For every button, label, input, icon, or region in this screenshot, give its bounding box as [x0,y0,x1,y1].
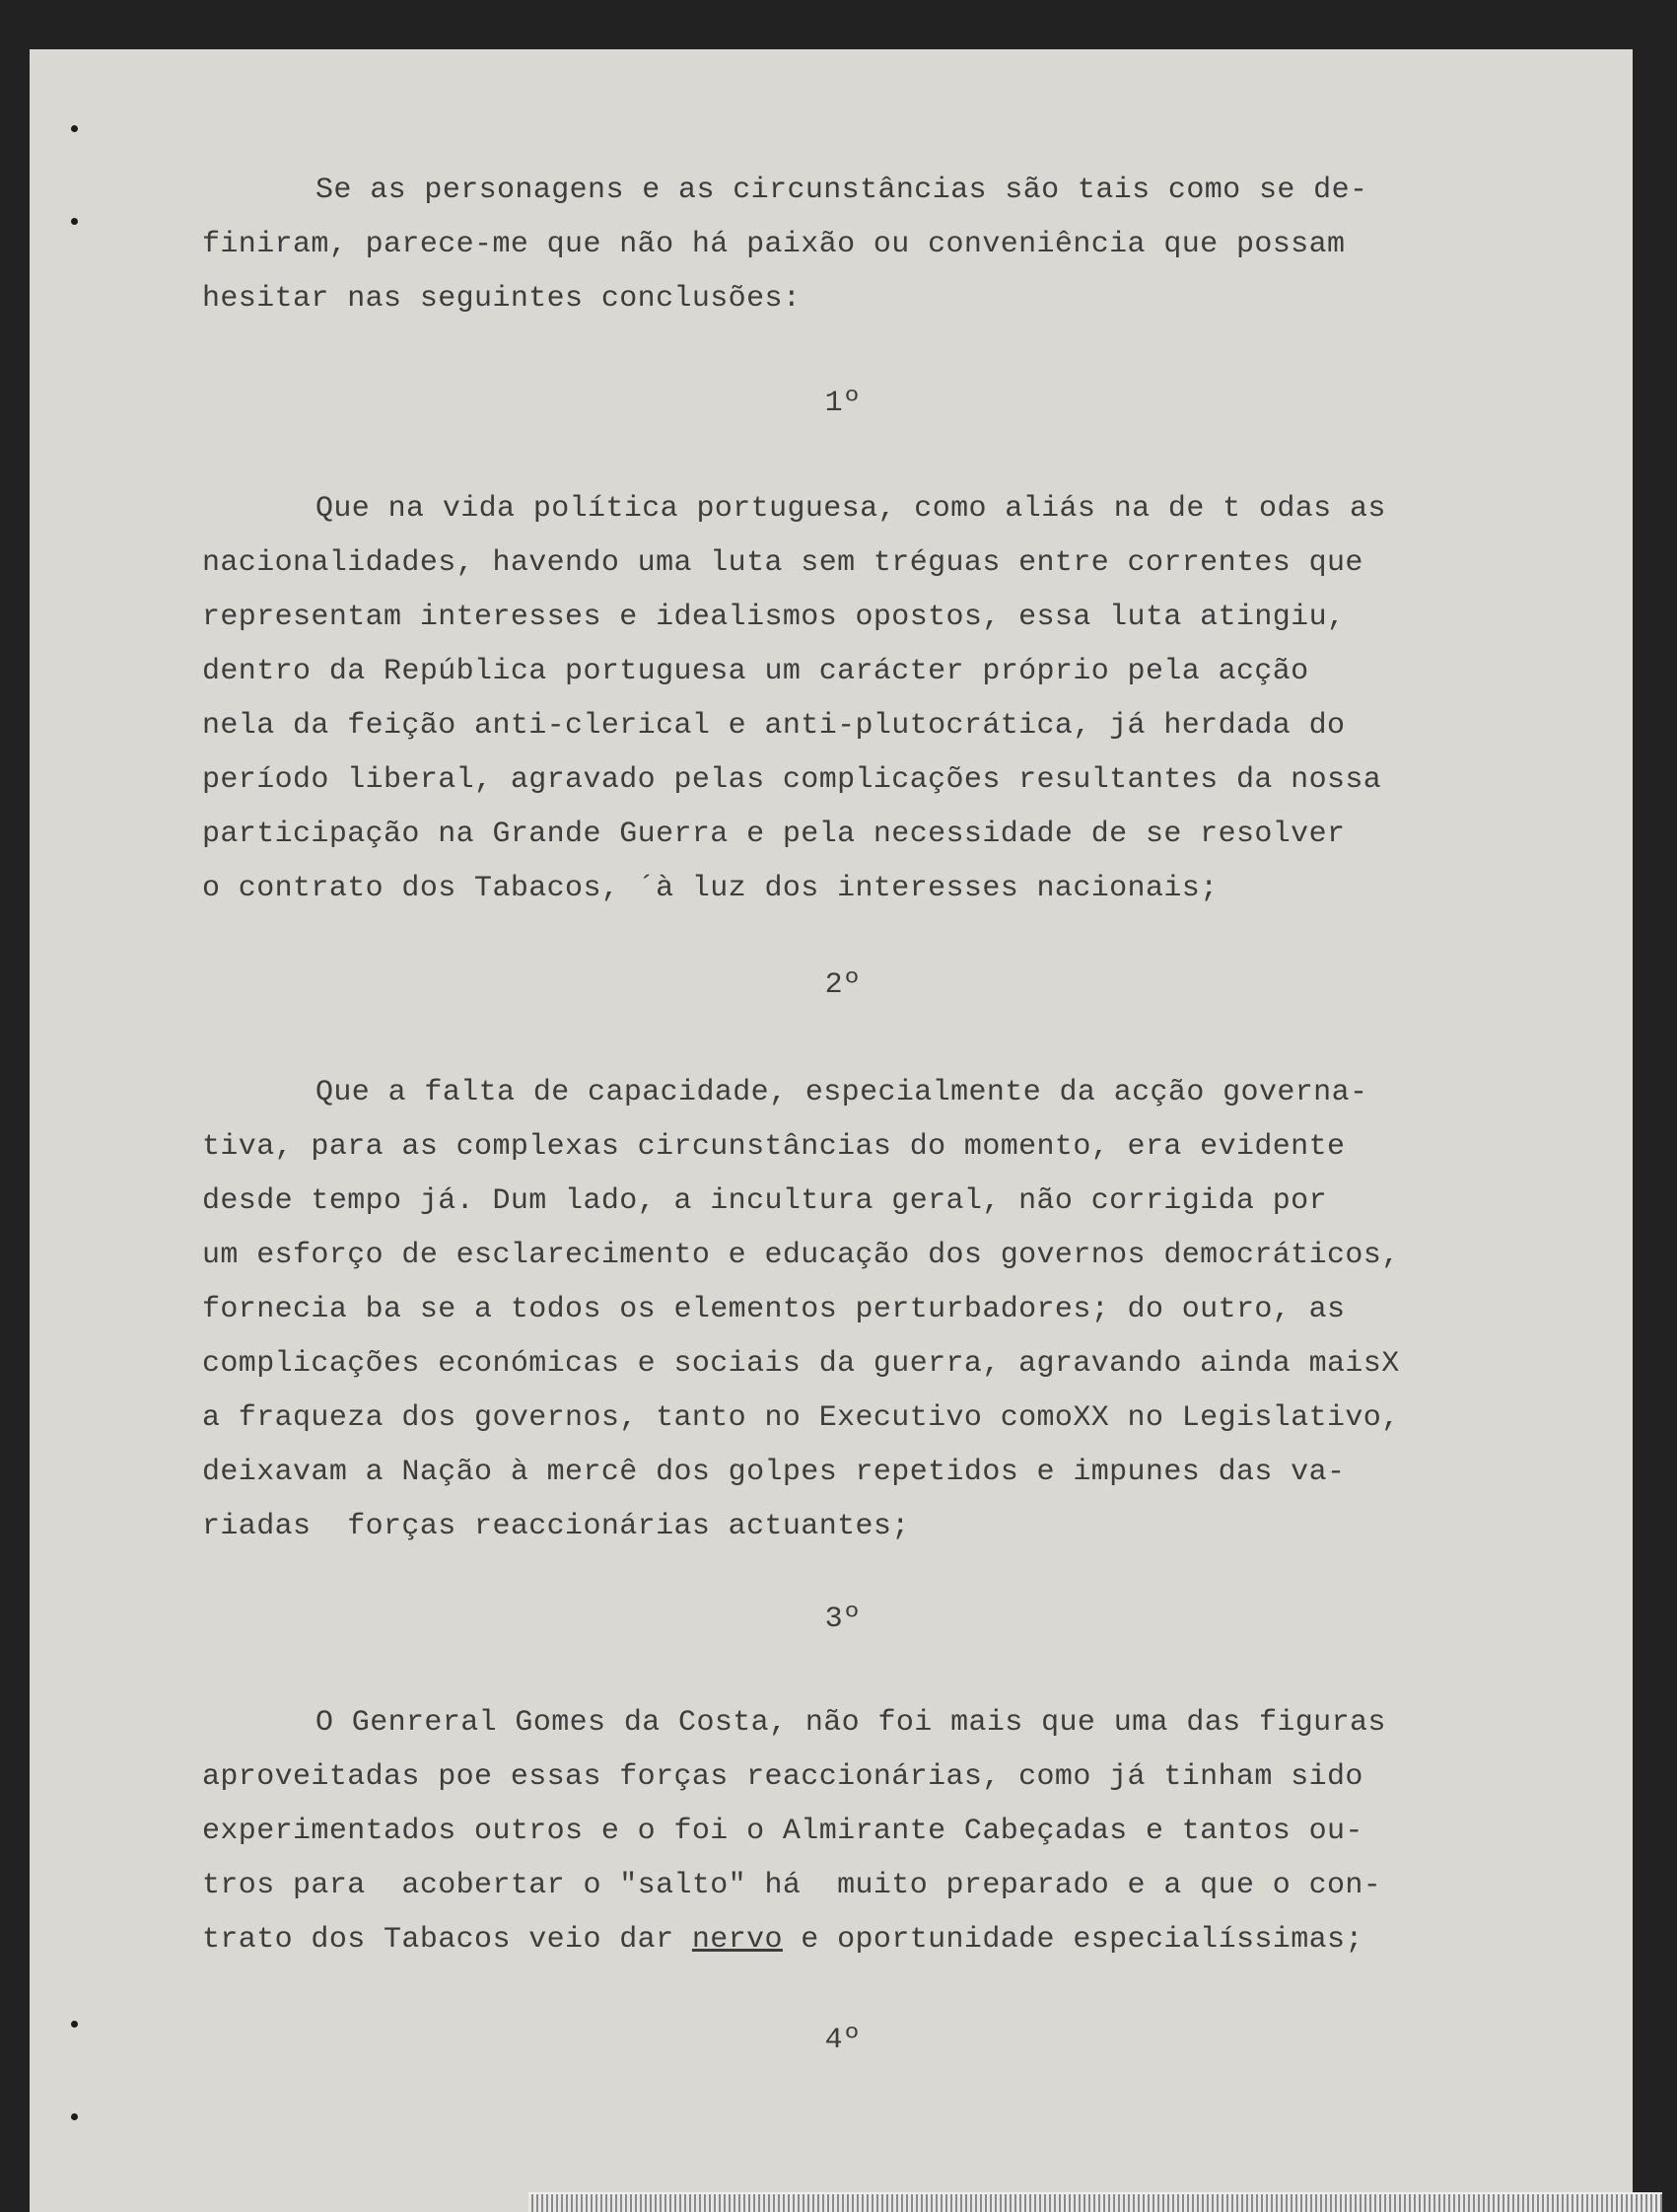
paragraph-line: período liberal, agravado pelas complicações resultantes da nossa [202,763,1382,797]
paragraph-line: tros para acobertar o "salto" há muito preparado e a que o con- [202,1869,1382,1902]
paragraph-line: experimentados outros e o foi o Almirante Cabeçadas e tantos ou- [202,1815,1363,1848]
paragraph-line: representam interesses e idealismos opostos, essa luta atingiu, [202,601,1346,634]
paragraph-line: dentro da República portuguesa um carácter próprio pela acção [202,655,1309,688]
section-3-paragraph [202,1696,1484,1967]
section-1-paragraph [202,482,1484,916]
intro-line: Se as personagens e as circunstâncias são tais como se de- [315,174,1368,207]
paragraph-line: desde tempo já. Dum lado, a incultura geral, não corrigida por [202,1184,1327,1218]
paragraph-line: a fraqueza dos governos, tanto no Executivo comoXX no Legislativo, [202,1401,1400,1435]
section-2-paragraph [202,1066,1484,1554]
intro-line: finiram, parece-me que não há paixão ou conveniência que possam [202,228,1346,261]
punch-hole-mark [71,125,78,132]
paragraph-line: deixavam a Nação à mercê dos golpes repetidos e impunes das va- [202,1456,1346,1489]
section-number: 2º [824,968,862,1002]
paragraph-line: riadas forças reaccionárias actuantes; [202,1510,910,1543]
scan-ruler [528,2192,1662,2212]
paragraph-line: nela da feição anti-clerical e anti-plutocrática, já herdada do [202,709,1346,743]
section-4-number [202,2024,1484,2057]
paragraph-line: complicações económicas e sociais da guerra, agravando ainda maisX [202,1347,1400,1381]
paragraph-line: O Genreral Gomes da Costa, não foi mais que uma das figuras [315,1706,1386,1740]
paragraph-line: Que na vida política portuguesa, como aliás na de t odas as [315,492,1386,526]
line-text: trato dos Tabacos veio dar [202,1923,692,1957]
paragraph-line: fornecia ba se a todos os elementos perturbadores; do outro, as [202,1293,1346,1326]
section-2-number [202,968,1484,1002]
paragraph-line: um esforço de esclarecimento e educação dos governos democráticos, [202,1239,1400,1272]
section-number: 1º [824,387,862,420]
section-1-number [202,387,1484,420]
section-3-number [202,1603,1484,1636]
paragraph-line: Que a falta de capacidade, especialmente da acção governa- [315,1076,1368,1109]
punch-hole-mark [71,218,78,225]
paragraph-line [202,1913,1484,1967]
paragraph-line: tiva, para as complexas circunstâncias do momento, era evidente [202,1130,1346,1164]
paragraph-line: participação na Grande Guerra e pela necessidade de se resolver [202,818,1346,851]
line-text: e oportunidade especialíssimas; [782,1923,1363,1957]
paragraph-line: o contrato dos Tabacos, ´à luz dos interesses nacionais; [202,872,1219,905]
underlined-word: nervo [691,1923,783,1957]
paragraph-line: aproveitadas poe essas forças reaccionárias, como já tinham sido [202,1760,1363,1794]
punch-hole-mark [71,2113,78,2120]
paragraph-line: nacionalidades, havendo uma luta sem tréguas entre correntes que [202,546,1363,580]
intro-line: hesitar nas seguintes conclusões: [202,282,802,316]
intro-paragraph [202,164,1484,326]
punch-hole-mark [71,2021,78,2028]
section-number: 3º [824,1603,862,1636]
section-number: 4º [824,2024,862,2057]
